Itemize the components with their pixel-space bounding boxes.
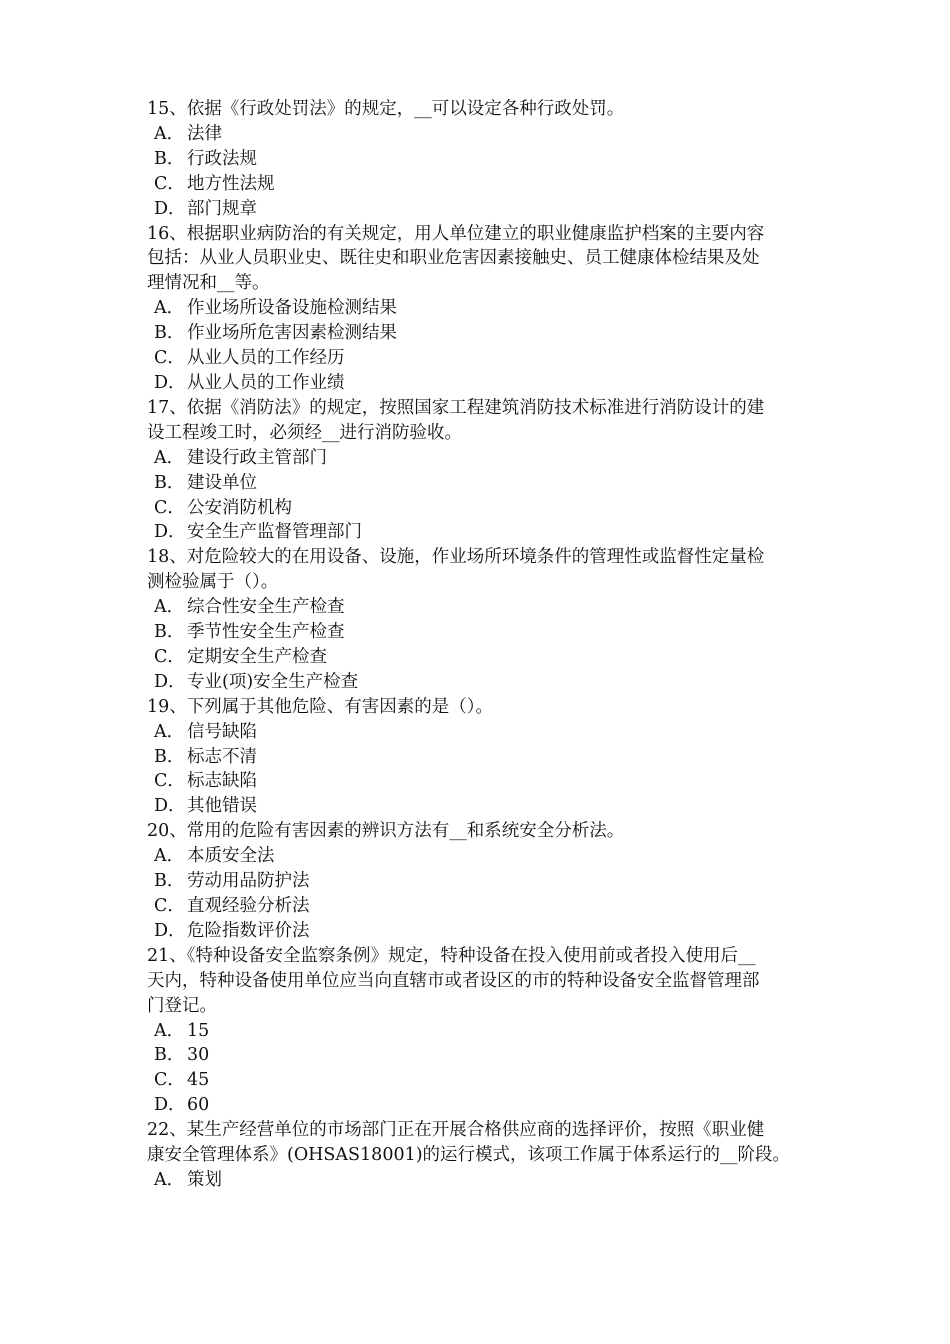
question-item	[147, 695, 819, 820]
answer-option	[147, 321, 819, 346]
option-letter: C．	[154, 896, 185, 916]
question-item	[147, 545, 819, 694]
option-text: 本质安全法	[187, 846, 275, 867]
answer-option	[147, 496, 819, 521]
answer-option	[147, 346, 819, 371]
option-letter: A．	[154, 597, 185, 618]
question-item	[147, 97, 819, 222]
option-letter: C．	[154, 771, 185, 792]
answer-option	[147, 620, 819, 645]
option-letter: D．	[154, 522, 186, 543]
question-stem-line: 理情况和__等。	[147, 273, 270, 294]
option-text: 专业(项)安全生产检查	[187, 671, 359, 692]
question-item	[147, 1118, 819, 1193]
option-text: 60	[187, 1095, 210, 1116]
answer-option	[147, 1093, 819, 1118]
answer-option	[147, 520, 819, 545]
option-text: 综合性安全生产检查	[187, 597, 345, 618]
answer-option	[147, 745, 819, 770]
option-letter: D．	[154, 671, 186, 692]
option-text: 地方性法规	[187, 173, 275, 194]
answer-option	[147, 645, 819, 670]
question-item	[147, 396, 819, 545]
answer-option	[147, 172, 819, 197]
question-stem-line: 22、某生产经营单位的市场部门正在开展合格供应商的选择评价，按照《职业健	[147, 1120, 765, 1141]
option-letter: A．	[154, 123, 185, 144]
option-text: 劳动用品防护法	[187, 871, 310, 892]
question-item	[147, 819, 819, 944]
option-letter: B．	[154, 871, 185, 892]
answer-option	[147, 670, 819, 695]
option-letter: B．	[154, 472, 185, 493]
answer-option	[147, 844, 819, 869]
question-stem-line: 17、依据《消防法》的规定，按照国家工程建筑消防技术标准进行消防设计的建	[147, 397, 765, 418]
question-stem-line: 康安全管理体系》(OHSAS18001)的运行模式，该项工作属于体系运行的__阶段。	[147, 1145, 791, 1166]
option-text: 危险指数评价法	[187, 920, 310, 941]
answer-option	[147, 595, 819, 620]
option-letter: A．	[154, 1020, 185, 1041]
option-text: 信号缺陷	[187, 721, 257, 742]
option-text: 标志缺陷	[187, 771, 257, 792]
option-text: 直观经验分析法	[187, 896, 310, 916]
question-stem-line: 包括：从业人员职业史、既往史和职业危害因素接触史、员工健康体检结果及处	[147, 248, 760, 269]
option-text: 建设单位	[187, 472, 257, 493]
option-letter: A．	[154, 298, 185, 319]
option-text: 从业人员的工作业绩	[187, 372, 345, 393]
option-letter: A．	[154, 721, 185, 742]
question-stem-line: 21、《特种设备安全监察条例》规定，特种设备在投入使用前或者投入使用后__	[147, 945, 756, 966]
answer-option	[147, 794, 819, 819]
answer-option	[147, 720, 819, 745]
option-letter: D．	[154, 198, 186, 219]
answer-option	[147, 1019, 819, 1044]
answer-option	[147, 1043, 819, 1068]
answer-option	[147, 122, 819, 147]
question-stem-line: 设工程竣工时，必须经__进行消防验收。	[147, 422, 462, 443]
option-letter: A．	[154, 447, 185, 468]
option-text: 作业场所设备设施检测结果	[187, 298, 397, 319]
option-letter: A．	[154, 846, 185, 867]
option-text: 行政法规	[187, 148, 257, 169]
option-text: 安全生产监督管理部门	[187, 522, 362, 543]
option-letter: D．	[154, 372, 186, 393]
question-stem-line: 门登记。	[147, 995, 217, 1016]
option-letter: D．	[154, 796, 186, 817]
option-text: 其他错误	[187, 796, 257, 817]
option-letter: A．	[154, 1169, 185, 1190]
option-text: 30	[187, 1045, 210, 1066]
option-text: 建设行政主管部门	[187, 447, 327, 468]
answer-option	[147, 1068, 819, 1093]
option-text: 15	[187, 1020, 210, 1041]
question-stem-line: 18、对危险较大的在用设备、设施，作业场所环境条件的管理性或监督性定量检	[147, 547, 765, 568]
question-item	[147, 944, 819, 1118]
answer-option	[147, 769, 819, 794]
answer-option	[147, 147, 819, 172]
option-text: 45	[187, 1070, 210, 1091]
question-stem-line: 测检验属于（）。	[147, 572, 279, 593]
option-text: 部门规章	[187, 198, 257, 219]
option-letter: D．	[154, 920, 186, 941]
answer-option	[147, 471, 819, 496]
question-stem-line: 20、常用的危险有害因素的辨识方法有__和系统安全分析法。	[147, 821, 625, 842]
option-letter: B．	[154, 323, 185, 344]
option-letter: B．	[154, 622, 185, 643]
question-stem-line: 19、下列属于其他危险、有害因素的是（）。	[147, 696, 494, 717]
answer-option	[147, 371, 819, 396]
answer-option	[147, 919, 819, 944]
option-text: 从业人员的工作经历	[187, 348, 345, 369]
option-letter: C．	[154, 646, 185, 667]
answer-option	[147, 197, 819, 222]
option-letter: B．	[154, 746, 185, 767]
option-text: 策划	[187, 1169, 222, 1190]
option-text: 作业场所危害因素检测结果	[187, 323, 397, 344]
question-stem-line: 16、根据职业病防治的有关规定，用人单位建立的职业健康监护档案的主要内容	[147, 223, 765, 244]
answer-option	[147, 446, 819, 471]
question-stem-line: 15、依据《行政处罚法》的规定，__可以设定各种行政处罚。	[147, 99, 625, 119]
answer-option	[147, 894, 819, 919]
option-letter: B．	[154, 148, 185, 169]
option-text: 季节性安全生产检查	[187, 622, 345, 643]
answer-option	[147, 296, 819, 321]
option-letter: C．	[154, 1070, 185, 1091]
answer-option	[147, 869, 819, 894]
option-text: 标志不清	[187, 746, 257, 767]
option-text: 法律	[187, 123, 222, 144]
option-letter: B．	[154, 1045, 185, 1066]
question-stem-line: 天内，特种设备使用单位应当向直辖市或者设区的市的特种设备安全监督管理部	[147, 970, 760, 991]
question-list	[147, 97, 819, 1193]
option-letter: C．	[154, 173, 185, 194]
option-letter: C．	[154, 348, 185, 369]
question-item	[147, 222, 819, 396]
answer-option	[147, 1168, 819, 1193]
option-text: 定期安全生产检查	[187, 646, 327, 667]
option-letter: D．	[154, 1095, 186, 1116]
option-letter: C．	[154, 497, 185, 518]
option-text: 公安消防机构	[187, 497, 292, 518]
